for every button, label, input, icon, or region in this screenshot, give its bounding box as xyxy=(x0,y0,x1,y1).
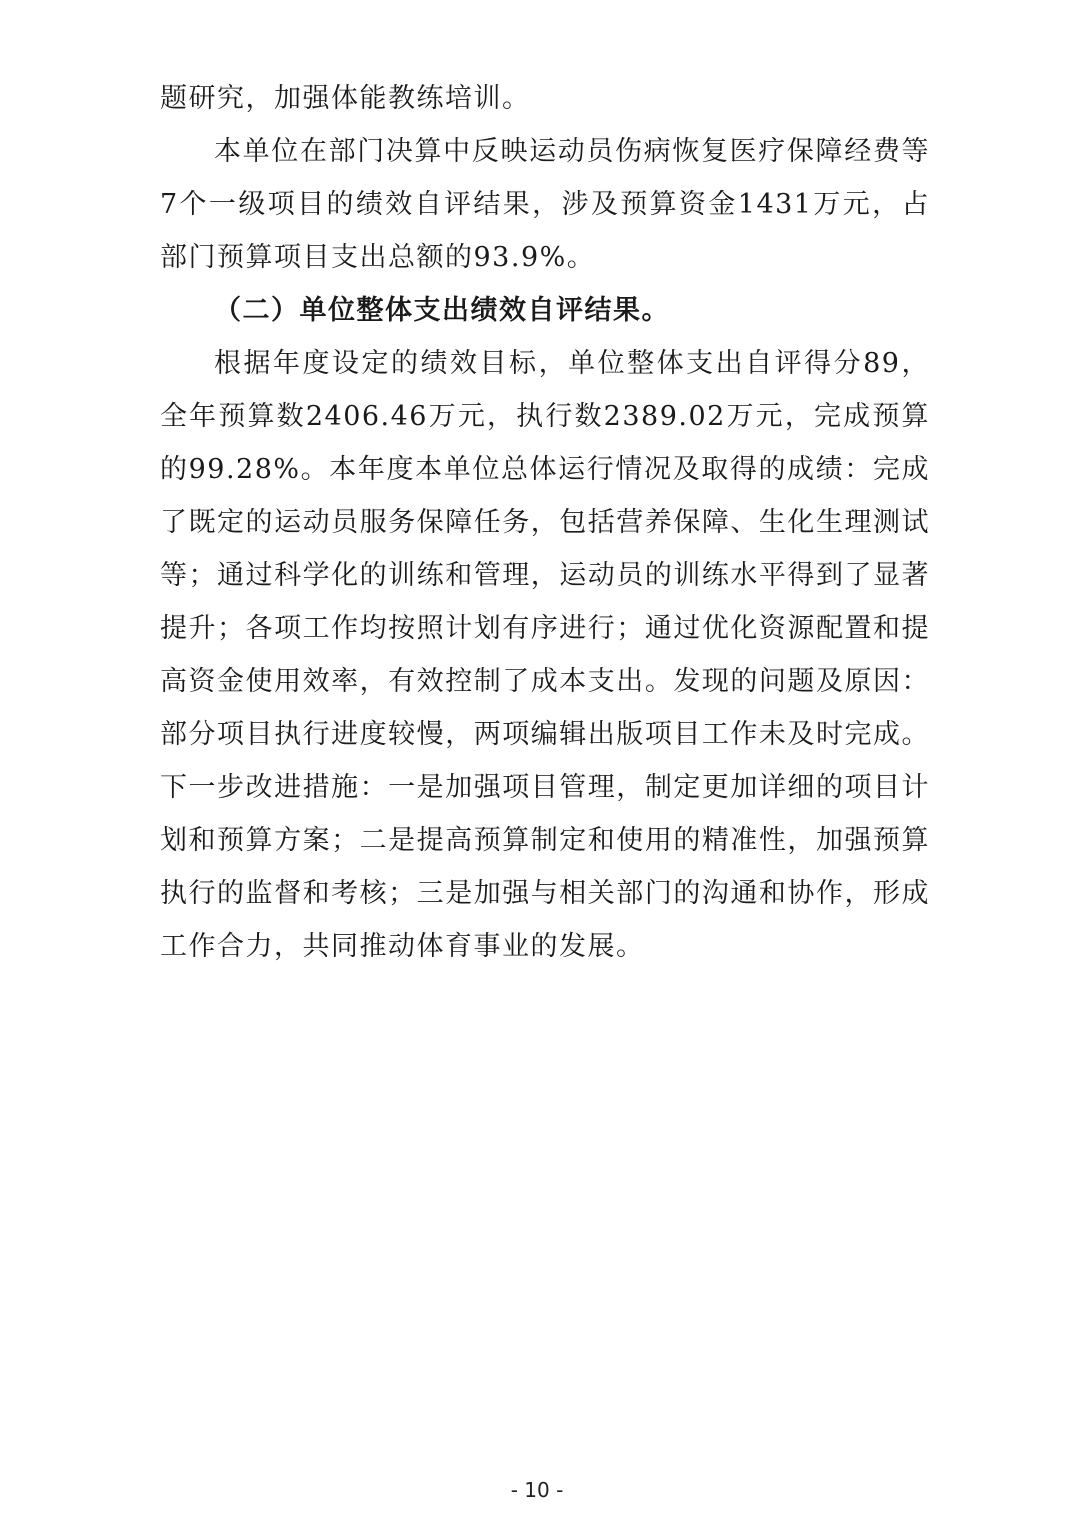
paragraph-overall-evaluation: 根据年度设定的绩效目标，单位整体支出自评得分89，全年预算数2406.46万元，执行数2389.02万元，完成预算的99.28%。本年度本单位总体运行情况及取得的成绩：完成了既定的运动员服务保障任务，包括营养保障、生化生理测试等；通过科学化的训练和管理，运动员的训练水平得到了显著提升；各项工作均按照计划有序进行；通过优化资源配置和提高资金使用效率，有效控制了成本支出。发现的问题及原因：部分项目执行进度较慢，两项编辑出版项目工作未及时完成。下一步改进措施：一是加强项目管理，制定更加详细的项目计划和预算方案；二是提高预算制定和使用的精准性，加强预算执行的监督和考核；三是加强与相关部门的沟通和协作，形成工作合力，共同推动体育事业的发展。 xyxy=(160,348,930,962)
page-number: - 10 - xyxy=(510,1478,564,1502)
section-heading: （二）单位整体支出绩效自评结果。 xyxy=(214,295,670,326)
paragraph-continuation: 题研究，加强体能教练培训。 xyxy=(160,83,531,114)
paragraph-project-summary: 本单位在部门决算中反映运动员伤病恢复医疗保障经费等7个一级项目的绩效自评结果，涉及预算资金1431万元，占部门预算项目支出总额的93.9%。 xyxy=(160,136,930,273)
document-body xyxy=(160,72,930,973)
